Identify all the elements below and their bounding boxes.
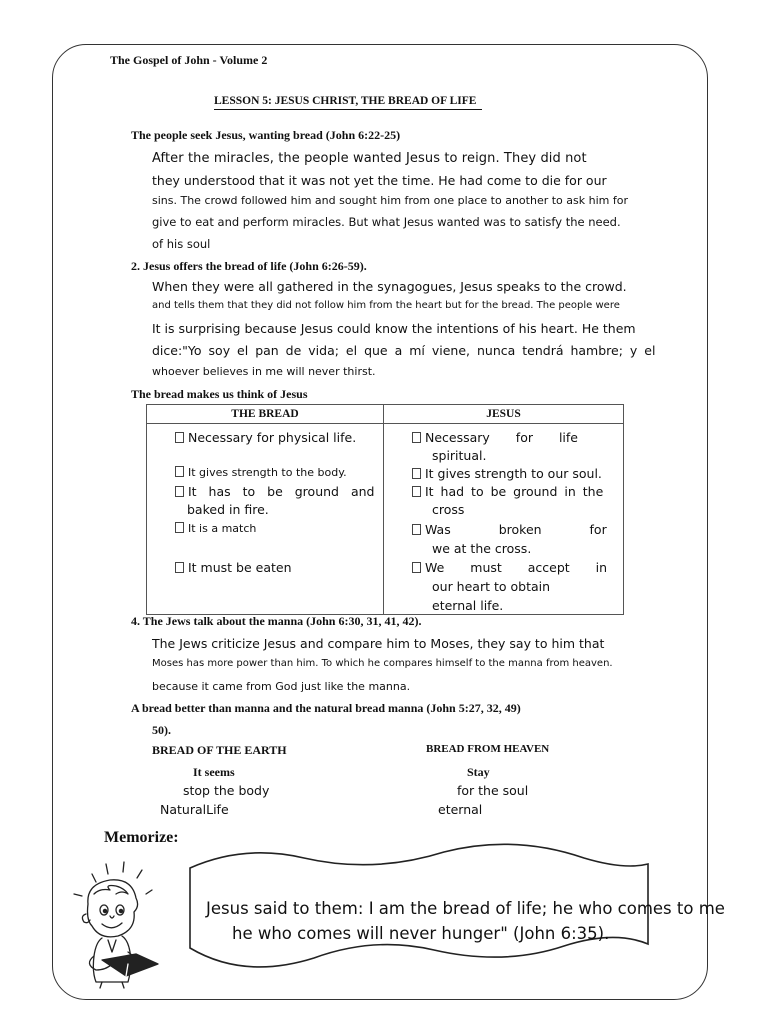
- section2-line: dice:"Yo soy el pan de vida; el que a mí viene, nunca tendrá hambre; y el: [152, 343, 656, 358]
- table-col-bread: [147, 424, 384, 615]
- checkbox-icon: [412, 524, 421, 535]
- jesus-item: Was broken for: [412, 522, 607, 537]
- section1-line: After the miracles, the people wanted Jesus to reign. They did not: [152, 151, 587, 166]
- bread-item: Necessary for physical life.: [175, 430, 356, 445]
- jesus-item: Necessary for life: [412, 430, 578, 445]
- section2-line: It is surprising because Jesus could know the intentions of his heart. He them: [152, 321, 636, 336]
- section4-line: because it came from God just like the manna.: [152, 680, 411, 693]
- bread-earth-line: NaturalLife: [160, 802, 229, 817]
- section1-heading: The people seek Jesus, wanting bread (John 6:22-25): [131, 128, 401, 142]
- jesus-item: It gives strength to our soul.: [412, 466, 602, 481]
- section1-line: give to eat and perform miracles. But what Jesus wanted was to satisfy the need.: [152, 215, 621, 229]
- memorize-label: Memorize:: [104, 829, 179, 846]
- memory-verse-line: Jesus said to them: I am the bread of life; he who comes to me: [206, 899, 725, 918]
- checkbox-icon: [412, 486, 421, 497]
- memory-verse-line: he who comes will never hunger" (John 6:35).: [232, 924, 610, 943]
- boy-reading-icon: [66, 860, 184, 990]
- checkbox-icon: [412, 468, 421, 479]
- section4-line: Moses has more power than him. To which he compares himself to the manna from heaven.: [152, 658, 613, 669]
- bread-item: It has to be ground and: [175, 484, 374, 499]
- table-col-jesus: [384, 424, 624, 615]
- section2-heading: 2. Jesus offers the bread of life (John 6:26-59).: [131, 259, 367, 273]
- section1-line: they understood that it was not yet the time. He had come to die for our: [152, 173, 607, 188]
- checkbox-icon: [175, 486, 184, 497]
- bread-earth-sub: It seems: [193, 765, 235, 779]
- bread-heaven-sub: Stay: [467, 765, 490, 779]
- checkbox-icon: [412, 562, 421, 573]
- section3-heading: The bread makes us think of Jesus: [131, 387, 308, 401]
- comparison-table: [146, 404, 624, 615]
- section2-line: When they were all gathered in the synagogues, Jesus speaks to the crowd.: [152, 279, 627, 294]
- table-header-jesus: JESUS: [384, 405, 624, 424]
- jesus-item: We must accept in: [412, 560, 607, 575]
- bread-heaven-line: for the soul: [457, 783, 529, 798]
- bread-item: It is a match: [175, 522, 256, 535]
- book-title: The Gospel of John - Volume 2: [110, 53, 268, 67]
- section1-line: sins. The crowd followed him and sought him from one place to another to ask him for: [152, 194, 628, 207]
- bread-item: It must be eaten: [175, 560, 292, 575]
- jesus-item-cont: our heart to obtain: [432, 579, 551, 594]
- section4-line: The Jews criticize Jesus and compare him to Moses, they say to him that: [152, 636, 605, 651]
- bread-earth-title: BREAD OF THE EARTH: [152, 743, 287, 757]
- section5-heading: A bread better than manna and the natural bread manna (John 5:27, 32, 49): [131, 701, 521, 715]
- lesson-title: LESSON 5: JESUS CHRIST, THE BREAD OF LIFE: [214, 95, 482, 110]
- checkbox-icon: [175, 432, 184, 443]
- section2-line: and tells them that they did not follow him from the heart but for the bread. The people were: [152, 300, 620, 311]
- jesus-item-cont: spiritual.: [432, 448, 487, 463]
- bread-item-cont: baked in fire.: [187, 502, 269, 517]
- checkbox-icon: [175, 466, 184, 477]
- checkbox-icon: [175, 522, 184, 533]
- jesus-item-cont: eternal life.: [432, 598, 504, 613]
- bread-earth-line: stop the body: [183, 783, 270, 798]
- bread-heaven-line: eternal: [438, 802, 483, 817]
- bread-heaven-title: BREAD FROM HEAVEN: [426, 743, 550, 755]
- section4-heading: 4. The Jews talk about the manna (John 6:30, 31, 41, 42).: [131, 614, 422, 628]
- jesus-item-cont: cross: [432, 502, 465, 517]
- section5-heading-cont: 50).: [152, 723, 171, 737]
- checkbox-icon: [175, 562, 184, 573]
- bread-item: It gives strength to the body.: [175, 466, 347, 479]
- checkbox-icon: [412, 432, 421, 443]
- jesus-item: It had to be ground in the: [412, 484, 603, 499]
- section1-line: of his soul: [152, 237, 211, 251]
- section2-line: whoever believes in me will never thirst.: [152, 365, 376, 378]
- table-header-bread: THE BREAD: [147, 405, 384, 424]
- jesus-item-cont: we at the cross.: [432, 541, 532, 556]
